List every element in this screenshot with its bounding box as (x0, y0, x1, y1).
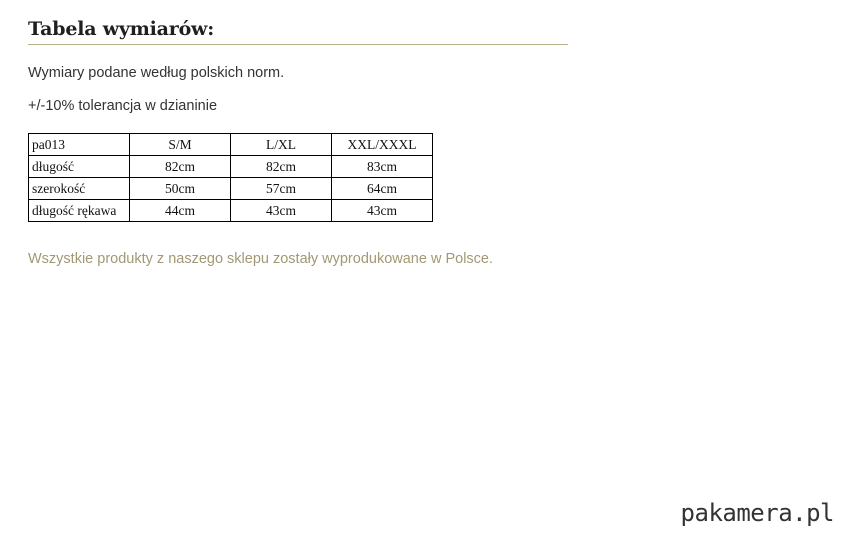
table-cell: pa013 (29, 134, 130, 156)
table-cell: XXL/XXXL (332, 134, 433, 156)
table-row (29, 178, 433, 200)
tolerance-note: +/-10% tolerancja w dzianinie (28, 98, 218, 114)
table-cell: 50cm (130, 178, 231, 200)
table-cell: 43cm (231, 200, 332, 222)
table-cell: długość rękawa (29, 200, 130, 222)
size-table (28, 133, 433, 222)
table-cell: długość (29, 156, 130, 178)
table-cell: 57cm (231, 178, 332, 200)
table-cell: S/M (130, 134, 231, 156)
table-cell: 43cm (332, 200, 433, 222)
product-description (28, 18, 568, 267)
heading-divider (28, 44, 568, 45)
table-cell: 44cm (130, 200, 231, 222)
table-cell: 64cm (332, 178, 433, 200)
size-table-heading: Tabela wymiarów: (28, 18, 215, 40)
table-cell: 83cm (332, 156, 433, 178)
norms-note: Wymiary podane według polskich norm. (28, 65, 285, 81)
table-header-row (29, 134, 433, 156)
table-cell: L/XL (231, 134, 332, 156)
table-cell: 82cm (231, 156, 332, 178)
table-cell: 82cm (130, 156, 231, 178)
table-row (29, 156, 433, 178)
pakamera-logo: pakamera.pl (680, 499, 834, 527)
table-cell: szerokość (29, 178, 130, 200)
table-row (29, 200, 433, 222)
made-in-poland-note: Wszystkie produkty z naszego sklepu zostały wyprodukowane w Polsce. (28, 251, 494, 267)
